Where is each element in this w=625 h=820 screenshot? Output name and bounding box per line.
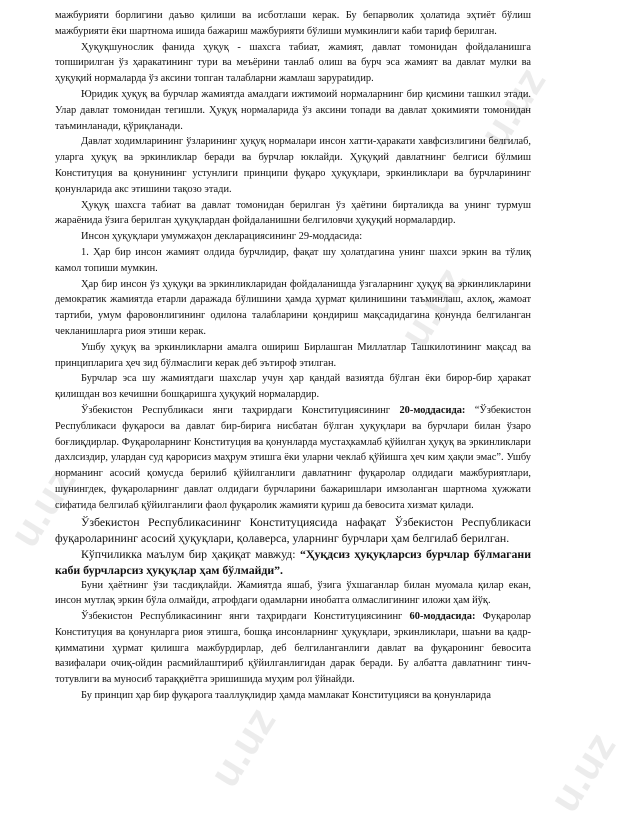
paragraph-bold-text: 20-моддасида: [399, 404, 466, 416]
paragraph [55, 688, 531, 704]
paragraph [55, 229, 531, 245]
paragraph [55, 578, 531, 610]
watermark: u.uz [470, 58, 555, 155]
paragraph [55, 40, 531, 87]
watermark: u.uz [0, 458, 85, 555]
paragraph-text: Ўзбекистон Республикасининг Конституциясида нафақат Ўзбекистон Республикаси фуқароларининг асосий ҳуқуқлари, қолаверса, уларнинг бурчлари ҳам белгилаб берилган. [55, 514, 531, 545]
document-body [55, 8, 531, 704]
paragraph-text: Буни ҳаётнинг ўзи тасдиқлайди. Жамиятда яшаб, ўзига ўхшаганлар билан муомала қилар екан, инсон мутлақ эркин бўла олмайди, атрофдаги одамларни инобатга олмаслигининг иложи ҳам йўқ. [55, 579, 531, 607]
paragraph-text-after: Фуқаролар Конституция ва қонунларга риоя этишга, бошқа инсонларнинг ҳуқуқлари, эркинликлари, шаъни ва қадр-қимматини ҳурмат қилишга мажбурдирлар, деб белгиланганлиги давлат ва фуқаронинг бевосита вазифалари очиқ-ойдин расмийлаштириб қўйилганлигидан дарак беради. Бу албатта давлатнинг тинч-тотувлиги ва муносиб тараққиётга эришишида муҳим рол ўйнайди. [55, 611, 531, 686]
paragraph [55, 245, 531, 277]
paragraph-text: Давлат ходимларининг ўзларининг ҳуқуқ нормалари инсон хатти-ҳаракати хавфсизлигини белгилаб, уларга ҳуқуқ ва эркинликлар беради ва бурчлар юклайди. Ҳуқуқий давлатнинг белгиси бўлмиш Конституция ва қонунининг устунлиги принципи фуқаро ҳуқуқлари, эркинликлари ва бурчларининг қонунларида акс этишини тақозо этади. [55, 136, 531, 195]
paragraph-text: мажбурияти борлигини даъво қилиши ва исботлаши керак. Бу бепарволик ҳолатида эҳтиёт бўлиш мажбурияти ёки шартнома ишида бажариш мажбурияти бўлиши мумкинлиги каби тариф берилган. [55, 10, 531, 37]
paragraph [55, 87, 531, 134]
paragraph-bold-text: 60-моддасида: [409, 611, 476, 623]
paragraph-text: Ҳар бир инсон ўз ҳуқуқи ва эркинликларидан фойдаланишда ўзгаларнинг ҳуқуқ ва эркинликларини демократик жамиятда етарли даражада бўлишини ҳамда ҳурмат қилинишини таъминлаш, ахлоқ, жамоат тартиби, умум фаровонлигининг одилона талабларини қондириш мақсадидагина қонунда белгиланган чекланишларга риоя этиши керак. [55, 278, 531, 337]
paragraph-text: Ўзбекистон Республикасининг янги таҳрирдаги Конституциясининг [81, 611, 410, 623]
paragraph [55, 340, 531, 372]
paragraph [55, 514, 531, 546]
paragraph-text: Инсон ҳуқуқлари умумжаҳон декларациясининг 29-моддасида: [81, 231, 363, 243]
paragraph-bold-text: “Ҳуқдсиз ҳуқуқларсиз бурчлар бўлмагани каби бурчларсиз ҳуқуқлар ҳам бўлмайди”. [55, 546, 531, 577]
paragraph [55, 609, 531, 688]
paragraph [55, 277, 531, 340]
paragraph-text: Юридик ҳуқуқ ва бурчлар жамиятда амалдаги ижтимоий нормаларнинг бир қисмини ташкил этади. Улар давлат томонидан тегишли. Ҳуқуқ нормаларида ўз аксини топади ва давлат ҳокимияти томонидан таъминланади, қўриқланади. [55, 88, 531, 132]
paragraph-text: Ҳуқуқшунослик фанида ҳуқуқ - шахсга табиат, жамият, давлат томонидан фойдаланишга топширилган ўз ҳаракатининг тури ва меъёрини танлаб олиш ва бурч эса жамият ва давлат мулки ва ҳуқуқий нормаларда ўз аксини топган талабларни жамлаш зарурatидир. [55, 41, 531, 85]
paragraph [55, 546, 531, 578]
paragraph-text-after: “Ўзбекистон Республикаси фуқароси ва давлат бир-бирига нисбатан бўлган ҳуқуқлари ва бурчлари билан ўзаро боғлиқдирлар. Фуқароларнинг Конституция ва қонунларда мустаҳкамлаб қўйилган ҳуқуқ ва эркинликлари дахлсиздир, улардан суд қарорисиз маҳрум этишга ёки уларни чеклаб қўйишга ҳеч ким ҳақли эмас”. Ушбу норманинг асосий қомусда берилиб қўйилганлиги давлатнинг фуқаролар олдидаги мажбуриятлари, шунингдек, фуқароларнинг давлат олдидаги бурчларини бажаришлари имзоланган шартнома ҳужжати сифатида белгилаб қўйилганлиги фаол фуқаролик жамияти қуриш да бевосита хизмат қилади. [55, 404, 532, 511]
watermark: u.uz [200, 698, 285, 795]
watermark: u.uz [540, 723, 625, 820]
watermark: u.uz [390, 258, 475, 355]
paragraph [55, 8, 531, 40]
paragraph-text: 1. Ҳар бир инсон жамият олдида бурчлидир, фақат шу ҳолатдагина унинг шахси эркин ва тўлиқ камол топиши мумкин. [55, 246, 531, 274]
paragraph-text: Ўзбекистон Республикаси янги таҳрирдаги Конституциясининг [81, 404, 400, 416]
paragraph-text: Ҳуқуқ шахсга табиат ва давлат томонидан берилган ўз ҳаётини бирталикда ва унинг турмуш жараёнида ўзига берилган ҳуқуқлардан фойдаланишни белгиловчи ҳуқуқий нормалардир. [55, 199, 531, 227]
paragraph-text: Бу принцип ҳар бир фуқарога тааллуқлидир ҳамда мамлакат Конституцияси ва қонунларида [81, 690, 491, 702]
paragraph [55, 371, 531, 403]
paragraph-text: Бурчлар эса шу жамиятдаги шахслар учун ҳар қандай вазиятда бўлган ёки бирор-бир ҳаракат қилишдан воз кечишни бошқаришга ҳуқуқий нормалардир. [55, 373, 531, 401]
paragraph-text: Ушбу ҳуқуқ ва эркинликларни амалга ошириш Бирлашган Миллатлар Ташкилотининг мақсад ва принципларига ҳеч зид бўлмаслиги керак деб эътироф этилган. [55, 341, 531, 369]
paragraph [55, 134, 531, 197]
paragraph [55, 403, 531, 514]
paragraph [55, 198, 531, 230]
paragraph-text: Кўпчиликка маълум бир ҳақиқат мавжуд: [81, 546, 301, 561]
